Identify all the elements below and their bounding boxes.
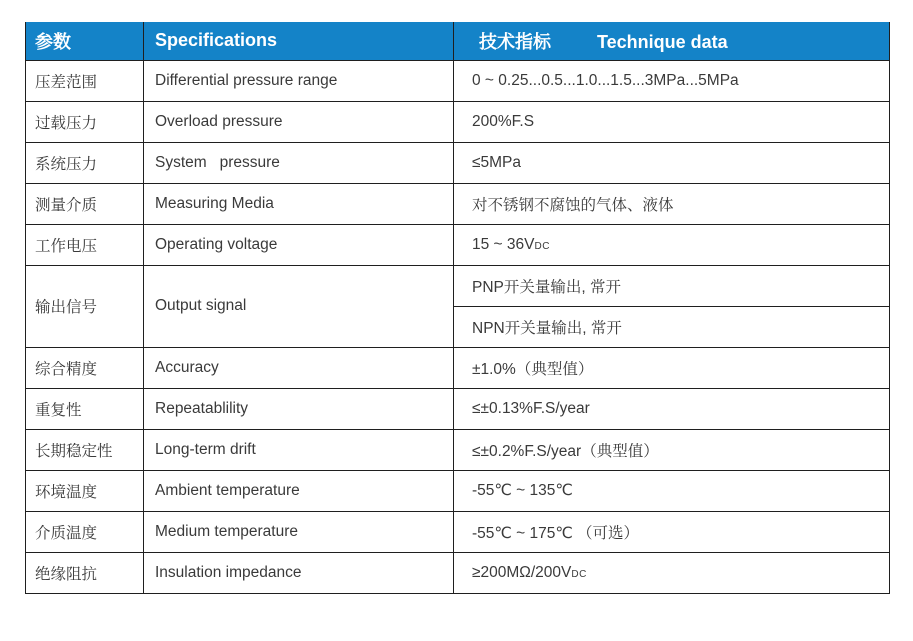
table-row: [26, 224, 890, 265]
spec-cell: Measuring Media: [144, 183, 454, 224]
value-subscript: DC: [571, 568, 587, 580]
table-row: [26, 388, 890, 429]
value-cell: [454, 552, 890, 593]
spec-cell: Repeatablility: [144, 388, 454, 429]
table-row: [26, 347, 890, 388]
value-cell: 0 ~ 0.25...0.5...1.0...1.5...3MPa...5MPa: [454, 60, 890, 101]
value-cell: -55℃ ~ 135℃: [454, 470, 890, 511]
value-cell: ≤±0.13%F.S/year: [454, 388, 890, 429]
value-cell: ±1.0%（典型值）: [454, 347, 890, 388]
param-cell: 绝缘阻抗: [26, 552, 144, 593]
param-cell: 介质温度: [26, 511, 144, 552]
spec-cell: Medium temperature: [144, 511, 454, 552]
table-row: [26, 429, 890, 470]
value-subscript: DC: [534, 240, 550, 252]
param-cell: 测量介质: [26, 183, 144, 224]
spec-cell: Accuracy: [144, 347, 454, 388]
param-cell: 综合精度: [26, 347, 144, 388]
spec-cell: Long-term drift: [144, 429, 454, 470]
table-row: [26, 552, 890, 593]
value-cell: NPN开关量输出, 常开: [454, 306, 890, 347]
spec-cell: Ambient temperature: [144, 470, 454, 511]
table-row: [26, 265, 890, 306]
value-cell: 200%F.S: [454, 101, 890, 142]
spec-cell: Differential pressure range: [144, 60, 454, 101]
header-tech-cn: 技术指标: [479, 31, 551, 52]
header-param: 参数: [26, 22, 144, 60]
table-row: [26, 142, 890, 183]
table-row: [26, 470, 890, 511]
spec-cell: Output signal: [144, 265, 454, 347]
value-cell: PNP开关量输出, 常开: [454, 265, 890, 306]
spec-cell: Overload pressure: [144, 101, 454, 142]
param-cell: 过载压力: [26, 101, 144, 142]
param-cell: 环境温度: [26, 470, 144, 511]
param-cell: 压差范围: [26, 60, 144, 101]
table-row: [26, 183, 890, 224]
spec-cell: System pressure: [144, 142, 454, 183]
value-main: 15 ~ 36V: [472, 235, 535, 253]
spec-cell: Insulation impedance: [144, 552, 454, 593]
value-cell: 对不锈钢不腐蚀的气体、液体: [454, 183, 890, 224]
value-main: ≥200MΩ/200V: [472, 563, 572, 581]
header-specifications: Specifications: [144, 22, 454, 60]
value-cell: ≤5MPa: [454, 142, 890, 183]
param-cell: 重复性: [26, 388, 144, 429]
table-row: [26, 511, 890, 552]
value-cell: [454, 224, 890, 265]
param-cell: 系统压力: [26, 142, 144, 183]
table-row: [26, 60, 890, 101]
param-cell: 输出信号: [26, 265, 144, 347]
param-cell: 工作电压: [26, 224, 144, 265]
specifications-table: [25, 22, 890, 594]
value-cell: ≤±0.2%F.S/year（典型值）: [454, 429, 890, 470]
spec-cell: Operating voltage: [144, 224, 454, 265]
value-cell: -55℃ ~ 175℃ （可选）: [454, 511, 890, 552]
param-cell: 长期稳定性: [26, 429, 144, 470]
header-tech-en: Technique data: [597, 31, 728, 52]
header-technique-data: [454, 22, 890, 60]
table-row: [26, 101, 890, 142]
header-row: [26, 22, 890, 60]
